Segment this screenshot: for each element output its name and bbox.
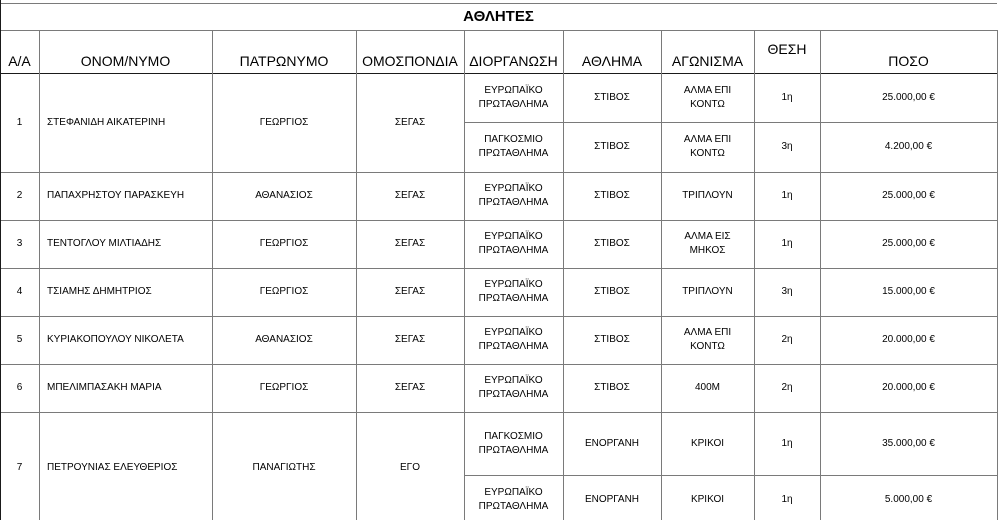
result-event: ΑΛΜΑ ΕΠΙ ΚΟΝΤΩ	[683, 85, 732, 110]
column-divider	[661, 30, 662, 520]
athlete-number: 4	[16, 286, 23, 297]
result-event: ΑΛΜΑ ΕΠΙ ΚΟΝΤΩ	[683, 134, 732, 159]
result-sport: ΣΤΙΒΟΣ	[594, 190, 630, 201]
result-organization: ΕΥΡΩΠΑΪΚΟ ΠΡΩΤΑΘΛΗΜΑ	[478, 183, 549, 208]
result-amount: 4.200,00 €	[884, 141, 933, 152]
result-sport: ΣΤΙΒΟΣ	[594, 382, 630, 393]
result-event: ΑΛΜΑ ΕΙΣ ΜΗΚΟΣ	[684, 231, 731, 256]
column-divider	[820, 30, 821, 520]
athlete-name: ΜΠΕΛΙΜΠΑΣΑΚΗ ΜΑΡΙΑ	[47, 382, 162, 393]
row-divider	[0, 172, 997, 173]
header-sport: ΑΘΛΗΜΑ	[581, 53, 643, 69]
title-bottom-border	[0, 30, 997, 31]
result-organization: ΕΥΡΩΠΑΪΚΟ ΠΡΩΤΑΘΛΗΜΑ	[478, 85, 549, 110]
athlete-name: ΠΑΠΑΧΡΗΣΤΟΥ ΠΑΡΑΣΚΕΥΗ	[47, 190, 185, 201]
header-position: ΘΕΣΗ	[767, 41, 807, 57]
header-amount: ΠΟΣΟ	[888, 53, 929, 69]
athlete-patronym: ΓΕΩΡΓΙΟΣ	[259, 238, 309, 249]
athlete-number: 1	[16, 117, 23, 128]
column-divider	[356, 30, 357, 520]
result-sport: ΣΤΙΒΟΣ	[594, 286, 630, 297]
athlete-federation: ΣΕΓΑΣ	[394, 117, 426, 128]
row-divider	[0, 364, 997, 365]
athlete-patronym: ΓΕΩΡΓΙΟΣ	[259, 117, 309, 128]
athlete-number: 6	[16, 382, 23, 393]
result-sport: ΣΤΙΒΟΣ	[594, 92, 630, 103]
column-divider	[563, 30, 564, 520]
right-border	[997, 30, 998, 520]
row-divider	[0, 316, 997, 317]
top-border	[0, 3, 997, 4]
athlete-name: ΠΕΤΡΟΥΝΙΑΣ ΕΛΕΥΘΕΡΙΟΣ	[47, 462, 178, 473]
row-divider	[0, 220, 997, 221]
athlete-federation: ΣΕΓΑΣ	[394, 238, 426, 249]
header-aa: Α/Α	[8, 53, 31, 69]
athlete-federation: ΣΕΓΑΣ	[394, 382, 426, 393]
result-organization: ΕΥΡΩΠΑΪΚΟ ΠΡΩΤΑΘΛΗΜΑ	[478, 327, 549, 352]
athlete-patronym: ΠΑΝΑΓΙΩΤΗΣ	[252, 462, 316, 473]
result-event: ΤΡΙΠΛΟΥΝ	[682, 190, 733, 201]
header-event: ΑΓΩΝΙΣΜΑ	[671, 53, 744, 69]
column-divider	[754, 30, 755, 520]
athlete-patronym: ΑΘΑΝΑΣΙΟΣ	[255, 190, 313, 201]
result-organization: ΕΥΡΩΠΑΪΚΟ ΠΡΩΤΑΘΛΗΜΑ	[478, 279, 549, 304]
row-divider	[0, 412, 997, 413]
result-event: ΚΡΙΚΟΙ	[690, 437, 725, 449]
result-position: 3η	[781, 286, 793, 297]
result-amount: 5.000,00 €	[884, 493, 933, 505]
result-position: 1η	[781, 493, 793, 505]
athlete-name: ΤΕΝΤΟΓΛΟΥ ΜΙΛΤΙΑΔΗΣ	[47, 238, 162, 249]
athlete-patronym: ΓΕΩΡΓΙΟΣ	[259, 382, 309, 393]
athlete-federation: ΕΓΟ	[400, 462, 420, 473]
result-amount: 20.000,00 €	[882, 382, 935, 393]
athlete-number: 7	[16, 462, 23, 473]
athlete-federation: ΣΕΓΑΣ	[394, 286, 426, 297]
athlete-name: ΚΥΡΙΑΚΟΠΟΥΛΟΥ ΝΙΚΟΛΕΤΑ	[47, 334, 184, 345]
athlete-patronym: ΑΘΑΝΑΣΙΟΣ	[255, 334, 313, 345]
result-sport: ΣΤΙΒΟΣ	[594, 238, 630, 249]
result-position: 2η	[781, 382, 793, 393]
row-divider	[0, 268, 997, 269]
result-organization: ΠΑΓΚΟΣΜΙΟ ΠΡΩΤΑΘΛΗΜΑ	[478, 430, 549, 456]
athlete-number: 5	[16, 334, 23, 345]
result-amount: 25.000,00 €	[882, 238, 935, 249]
athlete-name: ΤΣΙΑΜΗΣ ΔΗΜΗΤΡΙΟΣ	[47, 286, 152, 297]
result-event: ΚΡΙΚΟΙ	[690, 493, 725, 505]
result-sport: ΕΝΟΡΓΑΝΗ	[584, 493, 640, 505]
result-amount: 25.000,00 €	[882, 190, 935, 201]
result-position: 3η	[781, 141, 793, 152]
row-divider	[464, 475, 997, 476]
header-patronym: ΠΑΤΡΩΝΥΜΟ	[239, 53, 329, 69]
header-federation: ΟΜΟΣΠΟΝΔΙΑ	[362, 53, 458, 69]
result-position: 1η	[781, 238, 793, 249]
result-organization: ΕΥΡΩΠΑΪΚΟ ΠΡΩΤΑΘΛΗΜΑ	[478, 375, 549, 400]
result-organization: ΕΥΡΩΠΑΪΚΟ ΠΡΩΤΑΘΛΗΜΑ	[478, 486, 549, 512]
result-amount: 15.000,00 €	[882, 286, 935, 297]
column-divider	[39, 30, 40, 520]
result-organization: ΠΑΓΚΟΣΜΙΟ ΠΡΩΤΑΘΛΗΜΑ	[478, 134, 549, 159]
result-sport: ΣΤΙΒΟΣ	[594, 334, 630, 345]
result-sport: ΕΝΟΡΓΑΝΗ	[584, 437, 640, 449]
result-event: ΑΛΜΑ ΕΠΙ ΚΟΝΤΩ	[683, 327, 732, 352]
header-organization: ΔΙΟΡΓΑΝΩΣΗ	[469, 53, 558, 69]
result-event: ΤΡΙΠΛΟΥΝ	[682, 286, 733, 297]
athlete-federation: ΣΕΓΑΣ	[394, 190, 426, 201]
athlete-patronym: ΓΕΩΡΓΙΟΣ	[259, 286, 309, 297]
left-border	[0, 0, 1, 520]
result-organization: ΕΥΡΩΠΑΪΚΟ ΠΡΩΤΑΘΛΗΜΑ	[478, 231, 549, 256]
athlete-number: 2	[16, 190, 23, 201]
result-amount: 20.000,00 €	[882, 334, 935, 345]
row-divider	[464, 122, 997, 123]
athlete-federation: ΣΕΓΑΣ	[394, 334, 426, 345]
result-sport: ΣΤΙΒΟΣ	[594, 141, 630, 152]
result-event: 400Μ	[694, 382, 720, 393]
column-divider	[464, 30, 465, 520]
result-amount: 35.000,00 €	[882, 437, 935, 449]
header-bottom-border	[0, 73, 997, 74]
result-position: 2η	[781, 334, 793, 345]
result-position: 1η	[781, 92, 793, 103]
header-name: ΟΝΟΜ/ΝΥΜΟ	[80, 53, 171, 69]
athlete-number: 3	[16, 238, 23, 249]
result-amount: 25.000,00 €	[882, 92, 935, 103]
result-position: 1η	[781, 437, 793, 449]
result-position: 1η	[781, 190, 793, 201]
table-title: ΑΘΛΗΤΕΣ	[463, 8, 534, 25]
athlete-name: ΣΤΕΦΑΝΙΔΗ ΑΙΚΑΤΕΡΙΝΗ	[47, 117, 166, 128]
column-divider	[212, 30, 213, 520]
